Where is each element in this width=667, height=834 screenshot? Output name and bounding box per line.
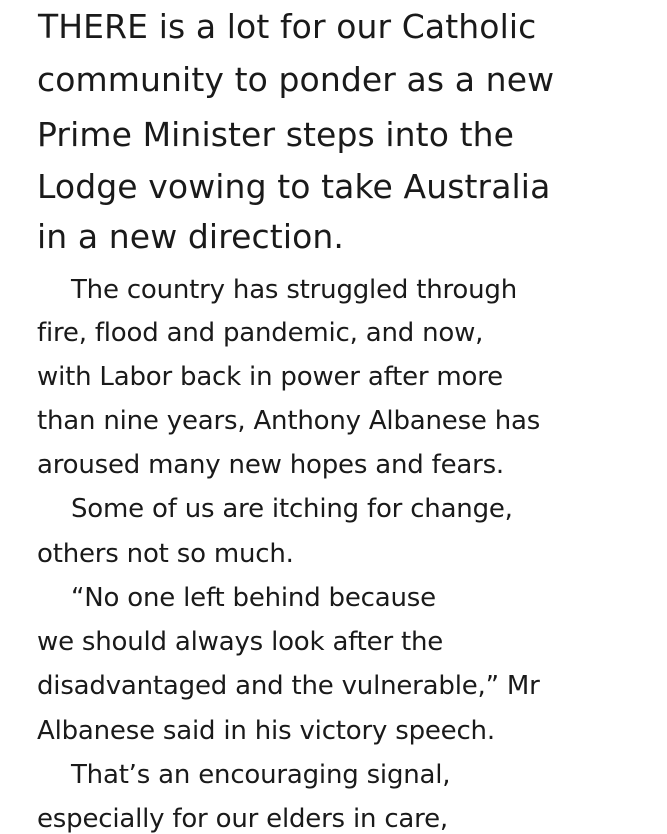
lead-line: Lodge vowing to take Australia (37, 167, 551, 206)
body-line: Some of us are itching for change, (71, 494, 513, 524)
body-line: than nine years, Anthony Albanese has (37, 406, 541, 436)
lead-line: in a new direction. (37, 217, 344, 256)
lead-line: community to ponder as a new (37, 60, 555, 99)
body-line: That’s an encouraging signal, (71, 760, 451, 790)
body-line: aroused many new hopes and fears. (37, 450, 504, 480)
lead-line: THERE is a lot for our Catholic (38, 7, 537, 46)
body-line: with Labor back in power after more (37, 362, 503, 392)
body-line: we should always look after the (37, 627, 444, 657)
body-line: others not so much. (37, 539, 294, 569)
body-line: fire, flood and pandemic, and now, (37, 318, 484, 348)
body-line: especially for our elders in care, (37, 804, 448, 834)
body-line: “No one left behind because (71, 583, 436, 613)
body-line: The country has struggled through (71, 275, 518, 305)
lead-line: Prime Minister steps into the (37, 115, 515, 154)
body-line: Albanese said in his victory speech. (37, 716, 495, 746)
body-line: disadvantaged and the vulnerable,” Mr (37, 671, 540, 701)
